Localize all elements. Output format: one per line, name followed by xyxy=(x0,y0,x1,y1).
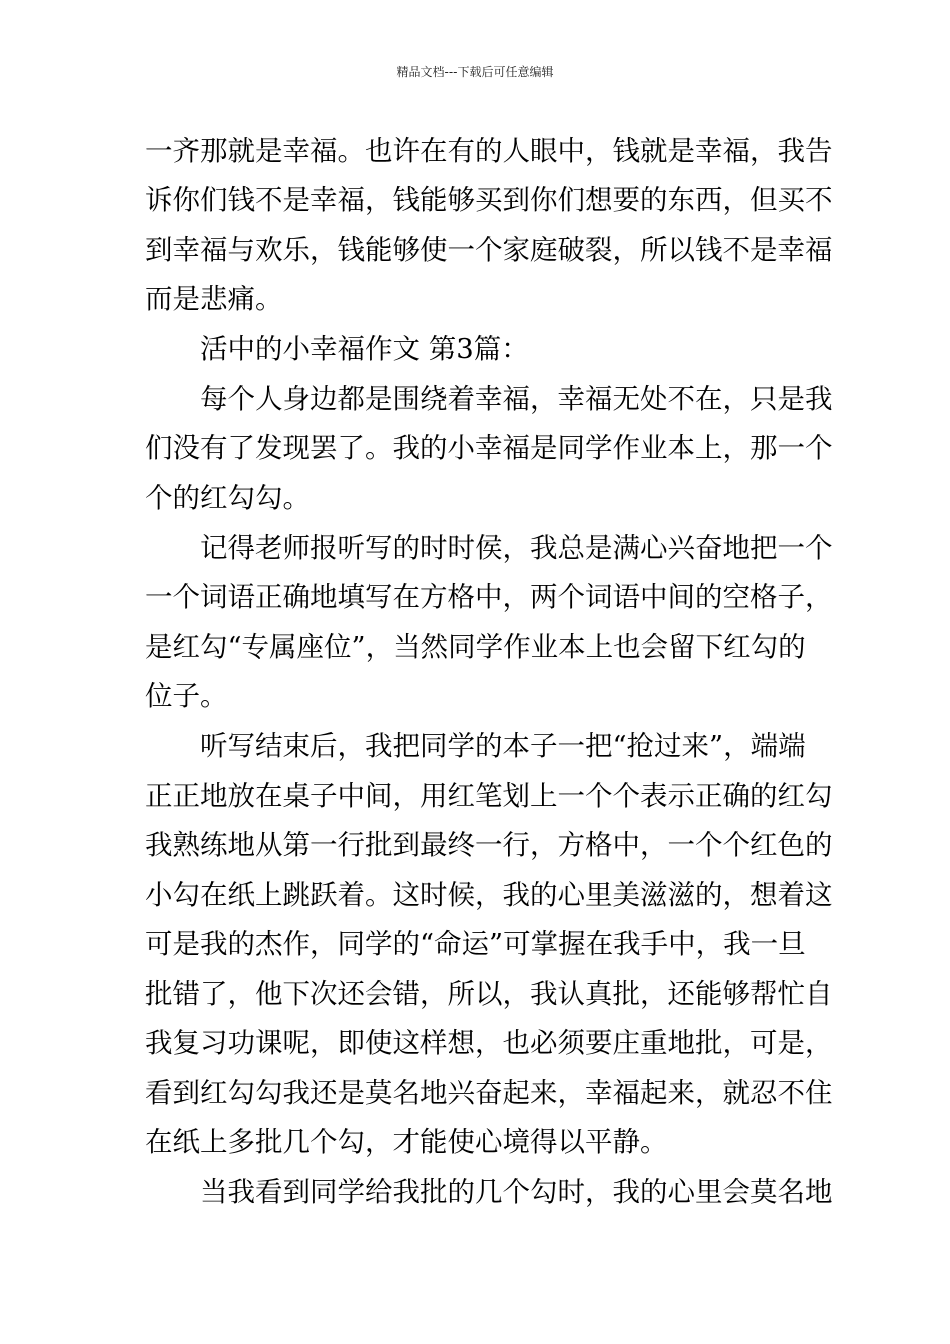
text-line: 我复习功课呢，即使这样想，也必须要庄重地批，可是， xyxy=(145,1027,833,1059)
text-line: 个的红勾勾。 xyxy=(145,482,310,514)
text-line: 可是我的杰作，同学的“命运”可掌握在我手中，我一旦 xyxy=(145,928,806,960)
text-line: 到幸福与欢乐，钱能够使一个家庭破裂，所以钱不是幸福 xyxy=(145,234,833,266)
text-line: 一个词语正确地填写在方格中，两个词语中间的空格子， xyxy=(145,581,833,613)
text-line: 在纸上多批几个勾，才能使心境得以平静。 xyxy=(145,1126,668,1158)
text-line: 而是悲痛。 xyxy=(145,283,283,315)
text-line: 我熟练地从第一行批到最终一行，方格中，一个个红色的 xyxy=(145,829,833,861)
text-line: 位子。 xyxy=(145,680,228,712)
text-line: 听写结束后，我把同学的本子一把“抢过来”，端端 xyxy=(200,730,806,762)
text-line: 看到红勾勾我还是莫名地兴奋起来，幸福起来，就忍不住 xyxy=(145,1077,833,1109)
text-line: 正正地放在桌子中间，用红笔划上一个个表示正确的红勾 xyxy=(145,780,833,812)
text-line: 每个人身边都是围绕着幸福，幸福无处不在，只是我 xyxy=(200,383,833,415)
text-line: 一齐那就是幸福。也许在有的人眼中，钱就是幸福，我告 xyxy=(145,135,833,167)
text-line: 是红勾“专属座位”，当然同学作业本上也会留下红勾的 xyxy=(145,631,806,663)
text-line: 小勾在纸上跳跃着。这时候，我的心里美滋滋的，想着这 xyxy=(145,879,833,911)
text-line: 诉你们钱不是幸福，钱能够买到你们想要的东西，但买不 xyxy=(145,184,833,216)
text-line: 记得老师报听写的时时侯，我总是满心兴奋地把一个 xyxy=(200,532,833,564)
text-line: 当我看到同学给我批的几个勾时，我的心里会莫名地 xyxy=(200,1176,833,1208)
page-header: 精品文档---下载后可任意编辑 xyxy=(396,65,554,79)
text-line: 们没有了发现罢了。我的小幸福是同学作业本上，那一个 xyxy=(145,432,833,464)
section-heading: 活中的小幸福作文 第3篇： xyxy=(200,333,529,365)
text-line: 批错了，他下次还会错，所以，我认真批，还能够帮忙自 xyxy=(145,978,833,1010)
